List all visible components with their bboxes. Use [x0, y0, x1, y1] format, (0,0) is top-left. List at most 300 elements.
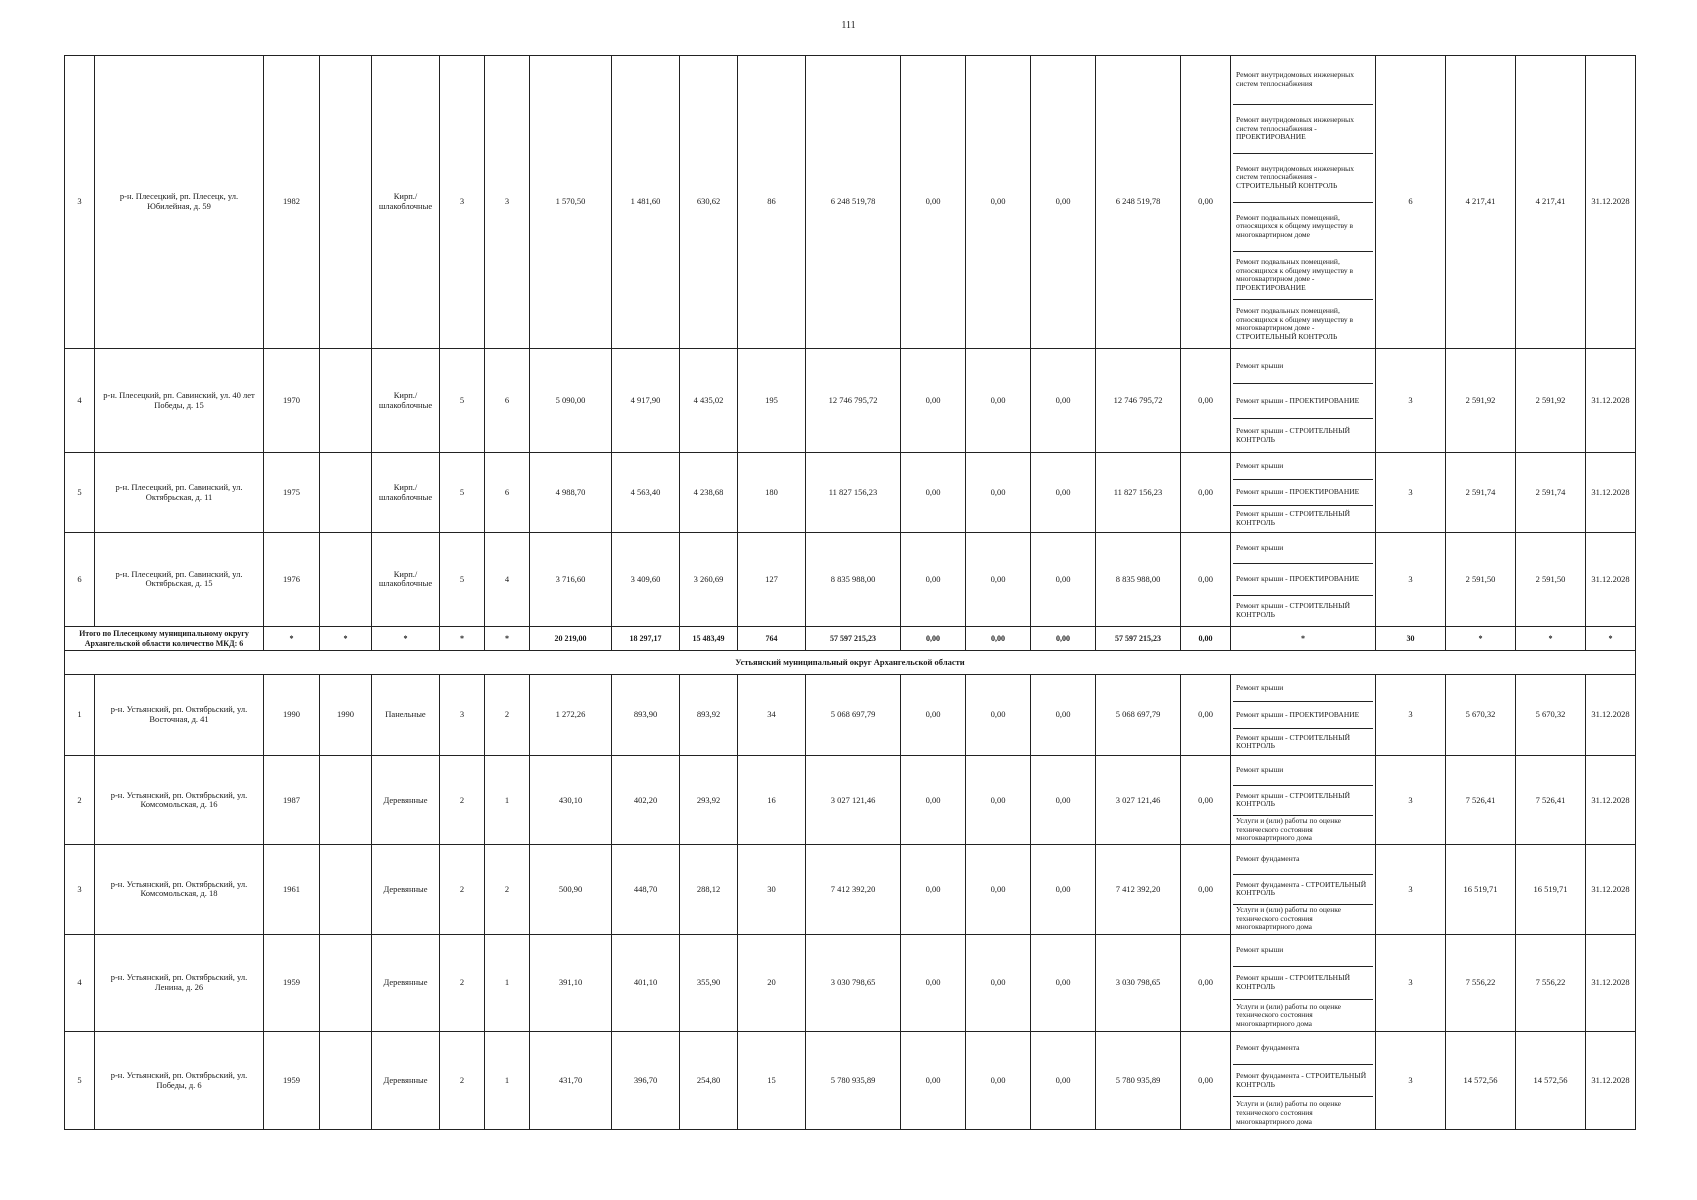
repair-program-table — [64, 55, 1636, 1130]
cell-area-living: 4 563,40 — [612, 453, 680, 532]
cell-work-count: 3 — [1376, 934, 1446, 1032]
total-cell-c4: * — [440, 627, 485, 651]
cell-wall: Деревянные — [372, 934, 440, 1032]
work-item — [1233, 252, 1373, 301]
cell-year-reconstructed — [320, 532, 372, 626]
table-row — [65, 532, 1636, 626]
cell-area-owned: 4 238,68 — [680, 453, 738, 532]
work-item — [1233, 56, 1373, 105]
cell-entrances: 6 — [485, 453, 530, 532]
total-cell-area-living: 18 297,17 — [612, 627, 680, 651]
work-item-text: Ремонт крыши - ПРОЕКТИРОВАНИЕ — [1236, 574, 1360, 584]
work-item — [1233, 1097, 1373, 1129]
works-list — [1233, 453, 1373, 531]
works-cell — [1231, 934, 1376, 1032]
cell-owners: 5 780 935,89 — [1096, 1032, 1181, 1130]
work-item — [1233, 756, 1373, 786]
cell-year-reconstructed — [320, 756, 372, 845]
works-list — [1233, 349, 1373, 452]
cell-owners: 11 827 156,23 — [1096, 453, 1181, 532]
work-item-text: Ремонт крыши - СТРОИТЕЛЬНЫЙ КОНТРОЛЬ — [1236, 601, 1351, 619]
works-cell — [1231, 56, 1376, 349]
cell-budget-region: 0,00 — [966, 1032, 1031, 1130]
cell-area-total: 5 090,00 — [530, 349, 612, 453]
total-cell-limit-cost: * — [1516, 627, 1586, 651]
section-title: Устьянский муниципальный округ Архангельской области — [65, 651, 1636, 675]
cell-area-total: 1 570,50 — [530, 56, 612, 349]
cell-limit-cost: 7 556,22 — [1516, 934, 1586, 1032]
work-item-text: Ремонт крыши - СТРОИТЕЛЬНЫЙ КОНТРОЛЬ — [1236, 973, 1351, 991]
cell-year-built: 1987 — [264, 756, 320, 845]
cell-area-living: 893,90 — [612, 674, 680, 755]
cell-deadline: 31.12.2028 — [1586, 845, 1636, 934]
work-item-text: Ремонт подвальных помещений, относящихся к общему имуществу в многоквартирном доме — [1236, 212, 1354, 239]
works-cell — [1231, 453, 1376, 532]
total-cell-area-owned: 15 483,49 — [680, 627, 738, 651]
cell-year-built: 1959 — [264, 1032, 320, 1130]
work-item-text: Ремонт крыши — [1236, 944, 1284, 954]
cell-budget-region: 0,00 — [966, 674, 1031, 755]
work-item — [1233, 1000, 1373, 1032]
cell-wall: Панельные — [372, 674, 440, 755]
cell-owners: 7 412 392,20 — [1096, 845, 1181, 934]
cell-year-reconstructed — [320, 845, 372, 934]
cell-limit-cost: 7 526,41 — [1516, 756, 1586, 845]
cell-other: 0,00 — [1181, 756, 1231, 845]
cell-budget-region: 0,00 — [966, 756, 1031, 845]
cell-year-built: 1970 — [264, 349, 320, 453]
cell-cost-total: 12 746 795,72 — [806, 349, 901, 453]
cell-address: р-н. Устьянский, рп. Октябрьский, ул. Ленина, д. 26 — [95, 934, 264, 1032]
cell-work-count: 3 — [1376, 349, 1446, 453]
work-item-text: Услуги и (или) работы по оценке технического состояния многоквартирного дома — [1236, 816, 1341, 843]
total-cell-c5: * — [485, 627, 530, 651]
cell-fund: 0,00 — [901, 532, 966, 626]
cell-unit-cost: 4 217,41 — [1446, 56, 1516, 349]
work-item-text: Ремонт крыши - СТРОИТЕЛЬНЫЙ КОНТРОЛЬ — [1236, 509, 1351, 527]
page-number: 111 — [841, 20, 856, 31]
cell-entrances: 3 — [485, 56, 530, 349]
total-cell-unit-cost: * — [1446, 627, 1516, 651]
cell-area-total: 500,90 — [530, 845, 612, 934]
cell-budget-local: 0,00 — [1031, 756, 1096, 845]
cell-area-owned: 4 435,02 — [680, 349, 738, 453]
cell-fund: 0,00 — [901, 934, 966, 1032]
cell-other: 0,00 — [1181, 1032, 1231, 1130]
cell-limit-cost: 2 591,92 — [1516, 349, 1586, 453]
work-item-text: Ремонт крыши — [1236, 460, 1284, 470]
cell-deadline: 31.12.2028 — [1586, 934, 1636, 1032]
cell-other: 0,00 — [1181, 532, 1231, 626]
total-row — [65, 627, 1636, 651]
works-list — [1233, 756, 1373, 844]
cell-n: 4 — [65, 934, 95, 1032]
cell-address: р-н. Устьянский, рп. Октябрьский, ул. Восточная, д. 41 — [95, 674, 264, 755]
cell-other: 0,00 — [1181, 845, 1231, 934]
cell-other: 0,00 — [1181, 56, 1231, 349]
total-cell-c1: * — [264, 627, 320, 651]
cell-fund: 0,00 — [901, 453, 966, 532]
works-cell — [1231, 1032, 1376, 1130]
cell-work-count: 3 — [1376, 1032, 1446, 1130]
cell-area-living: 448,70 — [612, 845, 680, 934]
cell-wall: Кирп./ шлакоблочные — [372, 532, 440, 626]
work-item-text: Ремонт внутридомовых инженерных систем теплоснабжения - СТРОИТЕЛЬНЫЙ КОНТРОЛЬ — [1236, 163, 1354, 190]
work-item — [1233, 967, 1373, 1000]
works-list — [1233, 56, 1373, 348]
cell-area-living: 3 409,60 — [612, 532, 680, 626]
cell-budget-local: 0,00 — [1031, 934, 1096, 1032]
cell-residents: 86 — [738, 56, 806, 349]
cell-n: 5 — [65, 1032, 95, 1130]
cell-area-total: 431,70 — [530, 1032, 612, 1130]
cell-work-count: 3 — [1376, 674, 1446, 755]
cell-owners: 6 248 519,78 — [1096, 56, 1181, 349]
cell-area-total: 4 988,70 — [530, 453, 612, 532]
work-item — [1233, 533, 1373, 564]
cell-unit-cost: 2 591,74 — [1446, 453, 1516, 532]
cell-owners: 3 027 121,46 — [1096, 756, 1181, 845]
works-list — [1233, 845, 1373, 933]
cell-deadline: 31.12.2028 — [1586, 1032, 1636, 1130]
total-cell-deadline: * — [1586, 627, 1636, 651]
cell-area-living: 396,70 — [612, 1032, 680, 1130]
total-cell-works: * — [1231, 627, 1376, 651]
cell-cost-total: 8 835 988,00 — [806, 532, 901, 626]
cell-limit-cost: 2 591,74 — [1516, 453, 1586, 532]
works-cell — [1231, 349, 1376, 453]
cell-work-count: 3 — [1376, 845, 1446, 934]
cell-wall: Деревянные — [372, 845, 440, 934]
cell-area-owned: 3 260,69 — [680, 532, 738, 626]
cell-floors: 5 — [440, 349, 485, 453]
table-row — [65, 756, 1636, 845]
cell-owners: 3 030 798,65 — [1096, 934, 1181, 1032]
total-cell-fund: 0,00 — [901, 627, 966, 651]
total-label: Итого по Плесецкому муниципальному округу Архангельской области количество МКД: 6 — [65, 627, 264, 651]
cell-budget-region: 0,00 — [966, 349, 1031, 453]
cell-wall: Деревянные — [372, 1032, 440, 1130]
work-item-text: Ремонт фундамента — [1236, 854, 1300, 864]
total-cell-budget-region: 0,00 — [966, 627, 1031, 651]
cell-area-total: 3 716,60 — [530, 532, 612, 626]
cell-cost-total: 6 248 519,78 — [806, 56, 901, 349]
cell-unit-cost: 16 519,71 — [1446, 845, 1516, 934]
work-item — [1233, 300, 1373, 348]
cell-budget-local: 0,00 — [1031, 453, 1096, 532]
cell-floors: 5 — [440, 532, 485, 626]
cell-budget-local: 0,00 — [1031, 532, 1096, 626]
cell-address: р-н. Плесецкий, рп. Плесецк, ул. Юбилейная, д. 59 — [95, 56, 264, 349]
cell-address: р-н. Устьянский, рп. Октябрьский, ул. Победы, д. 6 — [95, 1032, 264, 1130]
work-item — [1233, 105, 1373, 154]
works-list — [1233, 1032, 1373, 1129]
cell-n: 3 — [65, 845, 95, 934]
table-row — [65, 674, 1636, 755]
cell-budget-local: 0,00 — [1031, 349, 1096, 453]
cell-address: р-н. Плесецкий, рп. Савинский, ул. Октябрьская, д. 15 — [95, 532, 264, 626]
work-item — [1233, 154, 1373, 203]
works-cell — [1231, 845, 1376, 934]
cell-limit-cost: 2 591,50 — [1516, 532, 1586, 626]
total-cell-other: 0,00 — [1181, 627, 1231, 651]
work-item-text: Услуги и (или) работы по оценке технического состояния многоквартирного дома — [1236, 1099, 1341, 1126]
table-row — [65, 56, 1636, 349]
cell-floors: 2 — [440, 756, 485, 845]
cell-n: 2 — [65, 756, 95, 845]
cell-unit-cost: 2 591,50 — [1446, 532, 1516, 626]
cell-budget-region: 0,00 — [966, 532, 1031, 626]
table-row — [65, 934, 1636, 1032]
cell-residents: 15 — [738, 1032, 806, 1130]
cell-area-owned: 293,92 — [680, 756, 738, 845]
cell-year-built: 1976 — [264, 532, 320, 626]
cell-cost-total: 5 068 697,79 — [806, 674, 901, 755]
works-list — [1233, 935, 1373, 1032]
cell-year-reconstructed: 1990 — [320, 674, 372, 755]
cell-area-owned: 288,12 — [680, 845, 738, 934]
section-header-row — [65, 651, 1636, 675]
cell-floors: 3 — [440, 56, 485, 349]
total-cell-area-total: 20 219,00 — [530, 627, 612, 651]
table-body — [65, 56, 1636, 1130]
work-item-text: Ремонт крыши - ПРОЕКТИРОВАНИЕ — [1236, 487, 1360, 497]
cell-cost-total: 3 030 798,65 — [806, 934, 901, 1032]
cell-deadline: 31.12.2028 — [1586, 756, 1636, 845]
cell-n: 6 — [65, 532, 95, 626]
cell-budget-region: 0,00 — [966, 934, 1031, 1032]
cell-residents: 180 — [738, 453, 806, 532]
cell-fund: 0,00 — [901, 756, 966, 845]
cell-area-living: 4 917,90 — [612, 349, 680, 453]
total-cell-residents: 764 — [738, 627, 806, 651]
table-row — [65, 1032, 1636, 1130]
cell-budget-local: 0,00 — [1031, 674, 1096, 755]
cell-area-living: 1 481,60 — [612, 56, 680, 349]
work-item — [1233, 506, 1373, 531]
cell-residents: 30 — [738, 845, 806, 934]
cell-entrances: 2 — [485, 845, 530, 934]
work-item-text: Услуги и (или) работы по оценке технического состояния многоквартирного дома — [1236, 905, 1341, 932]
cell-unit-cost: 14 572,56 — [1446, 1032, 1516, 1130]
cell-unit-cost: 7 526,41 — [1446, 756, 1516, 845]
work-item-text: Ремонт крыши - СТРОИТЕЛЬНЫЙ КОНТРОЛЬ — [1236, 425, 1351, 444]
cell-address: р-н. Устьянский, рп. Октябрьский, ул. Комсомольская, д. 16 — [95, 756, 264, 845]
cell-entrances: 4 — [485, 532, 530, 626]
total-cell-cost-total: 57 597 215,23 — [806, 627, 901, 651]
cell-budget-region: 0,00 — [966, 56, 1031, 349]
cell-budget-region: 0,00 — [966, 845, 1031, 934]
cell-work-count: 6 — [1376, 56, 1446, 349]
total-cell-c2: * — [320, 627, 372, 651]
work-item-text: Ремонт крыши - СТРОИТЕЛЬНЫЙ КОНТРОЛЬ — [1236, 732, 1351, 751]
cell-address: р-н. Плесецкий, рп. Савинский, ул. Октябрьская, д. 11 — [95, 453, 264, 532]
cell-floors: 2 — [440, 934, 485, 1032]
cell-fund: 0,00 — [901, 1032, 966, 1130]
cell-year-built: 1982 — [264, 56, 320, 349]
cell-area-owned: 254,80 — [680, 1032, 738, 1130]
cell-owners: 12 746 795,72 — [1096, 349, 1181, 453]
total-cell-c3: * — [372, 627, 440, 651]
works-cell — [1231, 532, 1376, 626]
cell-wall: Деревянные — [372, 756, 440, 845]
cell-other: 0,00 — [1181, 934, 1231, 1032]
cell-address: р-н. Плесецкий, рп. Савинский, ул. 40 лет Победы, д. 15 — [95, 349, 264, 453]
work-item — [1233, 935, 1373, 968]
cell-owners: 5 068 697,79 — [1096, 674, 1181, 755]
cell-area-total: 391,10 — [530, 934, 612, 1032]
work-item — [1233, 480, 1373, 506]
cell-year-reconstructed — [320, 453, 372, 532]
work-item — [1233, 702, 1373, 729]
cell-deadline: 31.12.2028 — [1586, 532, 1636, 626]
cell-residents: 195 — [738, 349, 806, 453]
cell-residents: 34 — [738, 674, 806, 755]
cell-unit-cost: 2 591,92 — [1446, 349, 1516, 453]
cell-owners: 8 835 988,00 — [1096, 532, 1181, 626]
cell-entrances: 6 — [485, 349, 530, 453]
cell-year-built: 1959 — [264, 934, 320, 1032]
work-item-text: Ремонт подвальных помещений, относящихся к общему имуществу в многоквартирном доме - СТРОИТЕЛЬНЫЙ КОНТРОЛЬ — [1236, 306, 1354, 341]
cell-year-reconstructed — [320, 934, 372, 1032]
cell-year-reconstructed — [320, 349, 372, 453]
cell-area-owned: 630,62 — [680, 56, 738, 349]
cell-cost-total: 7 412 392,20 — [806, 845, 901, 934]
cell-wall: Кирп./ шлакоблочные — [372, 349, 440, 453]
cell-work-count: 3 — [1376, 453, 1446, 532]
work-item-text: Ремонт фундамента — [1236, 1042, 1300, 1052]
cell-deadline: 31.12.2028 — [1586, 349, 1636, 453]
total-cell-work-count: 30 — [1376, 627, 1446, 651]
cell-area-owned: 355,90 — [680, 934, 738, 1032]
work-item — [1233, 875, 1373, 905]
cell-year-reconstructed — [320, 1032, 372, 1130]
cell-area-total: 430,10 — [530, 756, 612, 845]
cell-wall: Кирп./ шлакоблочные — [372, 56, 440, 349]
work-item — [1233, 1032, 1373, 1065]
cell-fund: 0,00 — [901, 349, 966, 453]
cell-work-count: 3 — [1376, 756, 1446, 845]
cell-other: 0,00 — [1181, 674, 1231, 755]
table-row — [65, 453, 1636, 532]
work-item — [1233, 845, 1373, 875]
work-item-text: Ремонт фундамента - СТРОИТЕЛЬНЫЙ КОНТРОЛЬ — [1236, 879, 1367, 898]
cell-residents: 16 — [738, 756, 806, 845]
cell-area-owned: 893,92 — [680, 674, 738, 755]
cell-limit-cost: 16 519,71 — [1516, 845, 1586, 934]
cell-budget-region: 0,00 — [966, 453, 1031, 532]
work-item-text: Ремонт крыши — [1236, 360, 1284, 370]
cell-fund: 0,00 — [901, 56, 966, 349]
work-item — [1233, 203, 1373, 252]
work-item-text: Ремонт подвальных помещений, относящихся к общему имуществу в многоквартирном доме - ПРОЕКТИРОВАНИЕ — [1236, 257, 1354, 293]
work-item — [1233, 349, 1373, 384]
work-item — [1233, 786, 1373, 816]
cell-budget-local: 0,00 — [1031, 56, 1096, 349]
work-item-text: Ремонт крыши — [1236, 542, 1284, 552]
cell-floors: 5 — [440, 453, 485, 532]
work-item-text: Ремонт крыши — [1236, 682, 1284, 692]
cell-floors: 3 — [440, 674, 485, 755]
cell-deadline: 31.12.2028 — [1586, 453, 1636, 532]
cell-budget-local: 0,00 — [1031, 845, 1096, 934]
works-cell — [1231, 674, 1376, 755]
cell-entrances: 1 — [485, 756, 530, 845]
cell-fund: 0,00 — [901, 674, 966, 755]
work-item-text: Ремонт крыши - ПРОЕКТИРОВАНИЕ — [1236, 709, 1360, 719]
cell-entrances: 1 — [485, 1032, 530, 1130]
works-list — [1233, 533, 1373, 626]
cell-n: 5 — [65, 453, 95, 532]
cell-limit-cost: 5 670,32 — [1516, 674, 1586, 755]
work-item-text: Ремонт фундамента - СТРОИТЕЛЬНЫЙ КОНТРОЛЬ — [1236, 1071, 1367, 1089]
cell-other: 0,00 — [1181, 453, 1231, 532]
cell-residents: 127 — [738, 532, 806, 626]
cell-year-built: 1961 — [264, 845, 320, 934]
cell-cost-total: 5 780 935,89 — [806, 1032, 901, 1130]
cell-area-total: 1 272,26 — [530, 674, 612, 755]
work-item — [1233, 453, 1373, 479]
work-item-text: Ремонт крыши - ПРОЕКТИРОВАНИЕ — [1236, 395, 1360, 405]
works-cell — [1231, 756, 1376, 845]
cell-fund: 0,00 — [901, 845, 966, 934]
cell-unit-cost: 5 670,32 — [1446, 674, 1516, 755]
work-item — [1233, 905, 1373, 934]
works-list — [1233, 675, 1373, 755]
work-item — [1233, 384, 1373, 419]
cell-budget-local: 0,00 — [1031, 1032, 1096, 1130]
work-item — [1233, 596, 1373, 626]
work-item — [1233, 729, 1373, 755]
table-row — [65, 349, 1636, 453]
cell-address: р-н. Устьянский, рп. Октябрьский, ул. Комсомольская, д. 18 — [95, 845, 264, 934]
cell-wall: Кирп./ шлакоблочные — [372, 453, 440, 532]
cell-deadline: 31.12.2028 — [1586, 674, 1636, 755]
cell-floors: 2 — [440, 845, 485, 934]
total-cell-budget-local: 0,00 — [1031, 627, 1096, 651]
cell-cost-total: 11 827 156,23 — [806, 453, 901, 532]
cell-cost-total: 3 027 121,46 — [806, 756, 901, 845]
cell-n: 4 — [65, 349, 95, 453]
total-cell-owners: 57 597 215,23 — [1096, 627, 1181, 651]
cell-year-reconstructed — [320, 56, 372, 349]
cell-n: 3 — [65, 56, 95, 349]
cell-residents: 20 — [738, 934, 806, 1032]
cell-entrances: 2 — [485, 674, 530, 755]
cell-entrances: 1 — [485, 934, 530, 1032]
cell-other: 0,00 — [1181, 349, 1231, 453]
cell-year-built: 1975 — [264, 453, 320, 532]
cell-unit-cost: 7 556,22 — [1446, 934, 1516, 1032]
work-item-text: Ремонт крыши - СТРОИТЕЛЬНЫЙ КОНТРОЛЬ — [1236, 790, 1351, 809]
work-item-text: Ремонт внутридомовых инженерных систем теплоснабжения - ПРОЕКТИРОВАНИЕ — [1236, 114, 1354, 142]
cell-limit-cost: 4 217,41 — [1516, 56, 1586, 349]
work-item — [1233, 564, 1373, 595]
cell-area-living: 402,20 — [612, 756, 680, 845]
work-item-text: Услуги и (или) работы по оценке технического состояния многоквартирного дома — [1236, 1001, 1341, 1028]
cell-floors: 2 — [440, 1032, 485, 1130]
cell-area-living: 401,10 — [612, 934, 680, 1032]
cell-work-count: 3 — [1376, 532, 1446, 626]
work-item — [1233, 1065, 1373, 1098]
work-item-text: Ремонт крыши — [1236, 765, 1284, 775]
work-item — [1233, 816, 1373, 845]
cell-limit-cost: 14 572,56 — [1516, 1032, 1586, 1130]
cell-year-built: 1990 — [264, 674, 320, 755]
cell-deadline: 31.12.2028 — [1586, 56, 1636, 349]
work-item — [1233, 675, 1373, 702]
work-item — [1233, 419, 1373, 453]
